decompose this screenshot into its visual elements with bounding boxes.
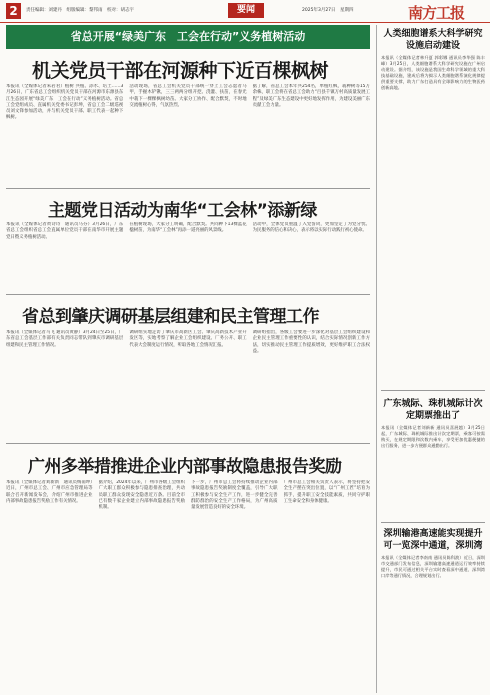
article2-body: [6, 222, 370, 290]
article4-headline: 广州多举措推进企业内部事故隐患报告奖励: [28, 457, 342, 477]
article3-headline: 省总到肇庆调研基层组建和民主管理工作: [22, 307, 319, 327]
side-article2-headline: 广东城际、珠机城际计次定期票推出了: [383, 399, 483, 421]
article4-col4: 广州市总工会相关负责人表示，将坚持把安全生产摆在突出位置，以“广州工匠”培育为抓手，提升职工安全技能素质，共同守护职工生命安全和身体健康。: [283, 480, 370, 504]
article2-col3: 活动中，全体党员重温了入党誓词，更加坚定了为党分忧、为民服务的信心和决心，表示将以实际行动践行初心使命。: [252, 222, 370, 234]
article4-body: [6, 480, 370, 690]
page-header: [0, 0, 490, 22]
article1-headline: 机关党员干部在河源种下近百棵枫树: [32, 60, 329, 82]
article2-col2: 在植树现场，大家分工明确，配合默契。共同种下13棵蓝花楹树苗，为南华“工会林”再添一道亮丽的风景线。: [129, 222, 247, 234]
side-article1: [381, 28, 485, 288]
divider: [6, 294, 370, 295]
editor-line: 责任编辑：刘建丹 组版编辑：黎邦雨 校对：胡志宇: [26, 8, 134, 13]
section-label: 要闻: [228, 3, 264, 18]
article4-col1: 本报讯（全媒体记者刘新新 通讯员梅南坤）近日，广州市总工会、广州市应急管理局等联合召开新闻发布会，介绍广州市推进企业内部事故隐患报告奖励工作有关情况。: [6, 480, 93, 504]
topic-banner: 省总开展“绿美广东 工会在行动”义务植树活动: [6, 25, 370, 49]
header-rule: [0, 22, 490, 23]
article1-col2: 活动现场，省总工会机关党员干部统一穿上工会志愿者马甲，手握木铲锹，三三两两分组开挖、浇灌、扶苗，在春光中栽下一棵棵枫树幼苗。大家分工协作、配合默契，不时地交流植树心得，气氛热烈。: [129, 84, 247, 108]
side-article3-text: 本报讯（全媒体记者李南南 通讯员陈科波）近日，深圳市交通部门发布信息，深圳输港高速通道运行效率持续提升，市民可通过相关平台实时查看深中通道、深圳湾口岸等通行情况，合理规划出行。: [381, 555, 485, 578]
article4-col3: 下一步，广州市总工会将持续推动企业内部事故隐患报告奖励制度全覆盖，引导广大职工积极参与安全生产工作，进一步健全完善群防群治的安全生产工作格局，为广州高质量发展营造良好的安全环境。: [191, 480, 278, 511]
divider: [381, 390, 485, 391]
column-divider: [376, 25, 377, 693]
side-article2-text: 本报讯（全媒体记者刘新新 通讯员喜展越）3月25日起，广东城际、珠机城际推出计次定期票，乘客可按需购买，在规定期限和次数内乘车，享受更加优惠便捷的出行服务，进一步方便群众通勤出行。: [381, 425, 485, 448]
article3-col1: 本报讯（全媒体记者马飞 通讯员黄静）3月24日至25日，广东省总工会基层工作部有关负责同志带队到肇庆市调研基层组建和民主管理工作情况。: [6, 330, 124, 348]
divider: [6, 188, 370, 189]
divider: [6, 443, 370, 444]
side-article3-headline: 深圳输港高速能实现提升可一览深中通道，深圳湾: [383, 529, 483, 551]
page-number: 2: [6, 3, 21, 19]
article3-body: [6, 330, 370, 438]
article2-col1: 本报讯（全媒体记者黄诗诗 通讯员马芬）3月26日，广东省总工会组织省总工会直属单位党员干部在南华市开展主题党日暨义务植树活动。: [6, 222, 124, 240]
article2-headline: 主题党日活动为南华“工会林”添新绿: [48, 201, 317, 221]
article1-col1: 本报讯（全媒体记者朱岩君）植树 共植、添水、培土……3月26日，广东省总工会组织机关党员干部在河源市东源县东江生态园开展“绿美广东 工会在行动”义务植树活动。省总工会党组成员、直属机关党委书记彭坤，省总工会二级巡视员刘文锋参加活动，并与机关党员干部、职工代表一起种下枫树。: [6, 84, 124, 121]
article3-col2: 调研组实地走访了肇庆市高新区工会、肇庆高新技术产业开发区等，实地考察了解企业工会组织建设、厂务公开、职工代表大会制度运行情况，听取各地工会情况汇报。: [129, 330, 247, 348]
side-article3: [381, 528, 485, 688]
newspaper-logo: 南方工报: [408, 4, 465, 22]
article1-col3: 据了解，省总工会本年共254名，单植红枫，栽种树等15万余株，职工会将在省总工会助力“百县千镇万村高质量发展工程”及绿美广东生态建设中更好地发挥作用，为建设美丽广东贡献工会力量。: [252, 84, 370, 108]
article1-body: [6, 84, 370, 184]
date-line: 2025年3月27日 星期四: [302, 8, 354, 13]
side-article1-text: 本报讯（全媒体记者林升夏 郭彩娜 通讯员李华强 陈丰峰）3月25日，人类细胞谱系大科学研究设施在广州启动建设。据介绍，该设施是我国生命科学领域的重大科技基础设施，建成后将为揭示人类细胞谱系演化规律提供重要支撑，助力广东打造具有全球影响力的生物医药创新高地。: [381, 55, 485, 90]
divider: [381, 522, 485, 523]
article4-col2: 据介绍，2024年以来，广州市各级工会组织广大职工群众积极参与隐患排查治理，共动员职工群众发现安全隐患近万条。目前全市已有数千家企业建立内部事故隐患报告奖励机制。: [98, 480, 185, 511]
side-article2: [381, 398, 485, 508]
article3-col3: 调研组指出，各级工会要进一步深化对基层工会组织建设和企业民主管理工作重要性的认识，结合实际情况创新工作方法，切实推动民主管理工作提质增效，更好维护职工合法权益。: [252, 330, 370, 354]
side-article1-headline: 人类细胞谱系大科学研究设施启动建设: [383, 29, 483, 51]
